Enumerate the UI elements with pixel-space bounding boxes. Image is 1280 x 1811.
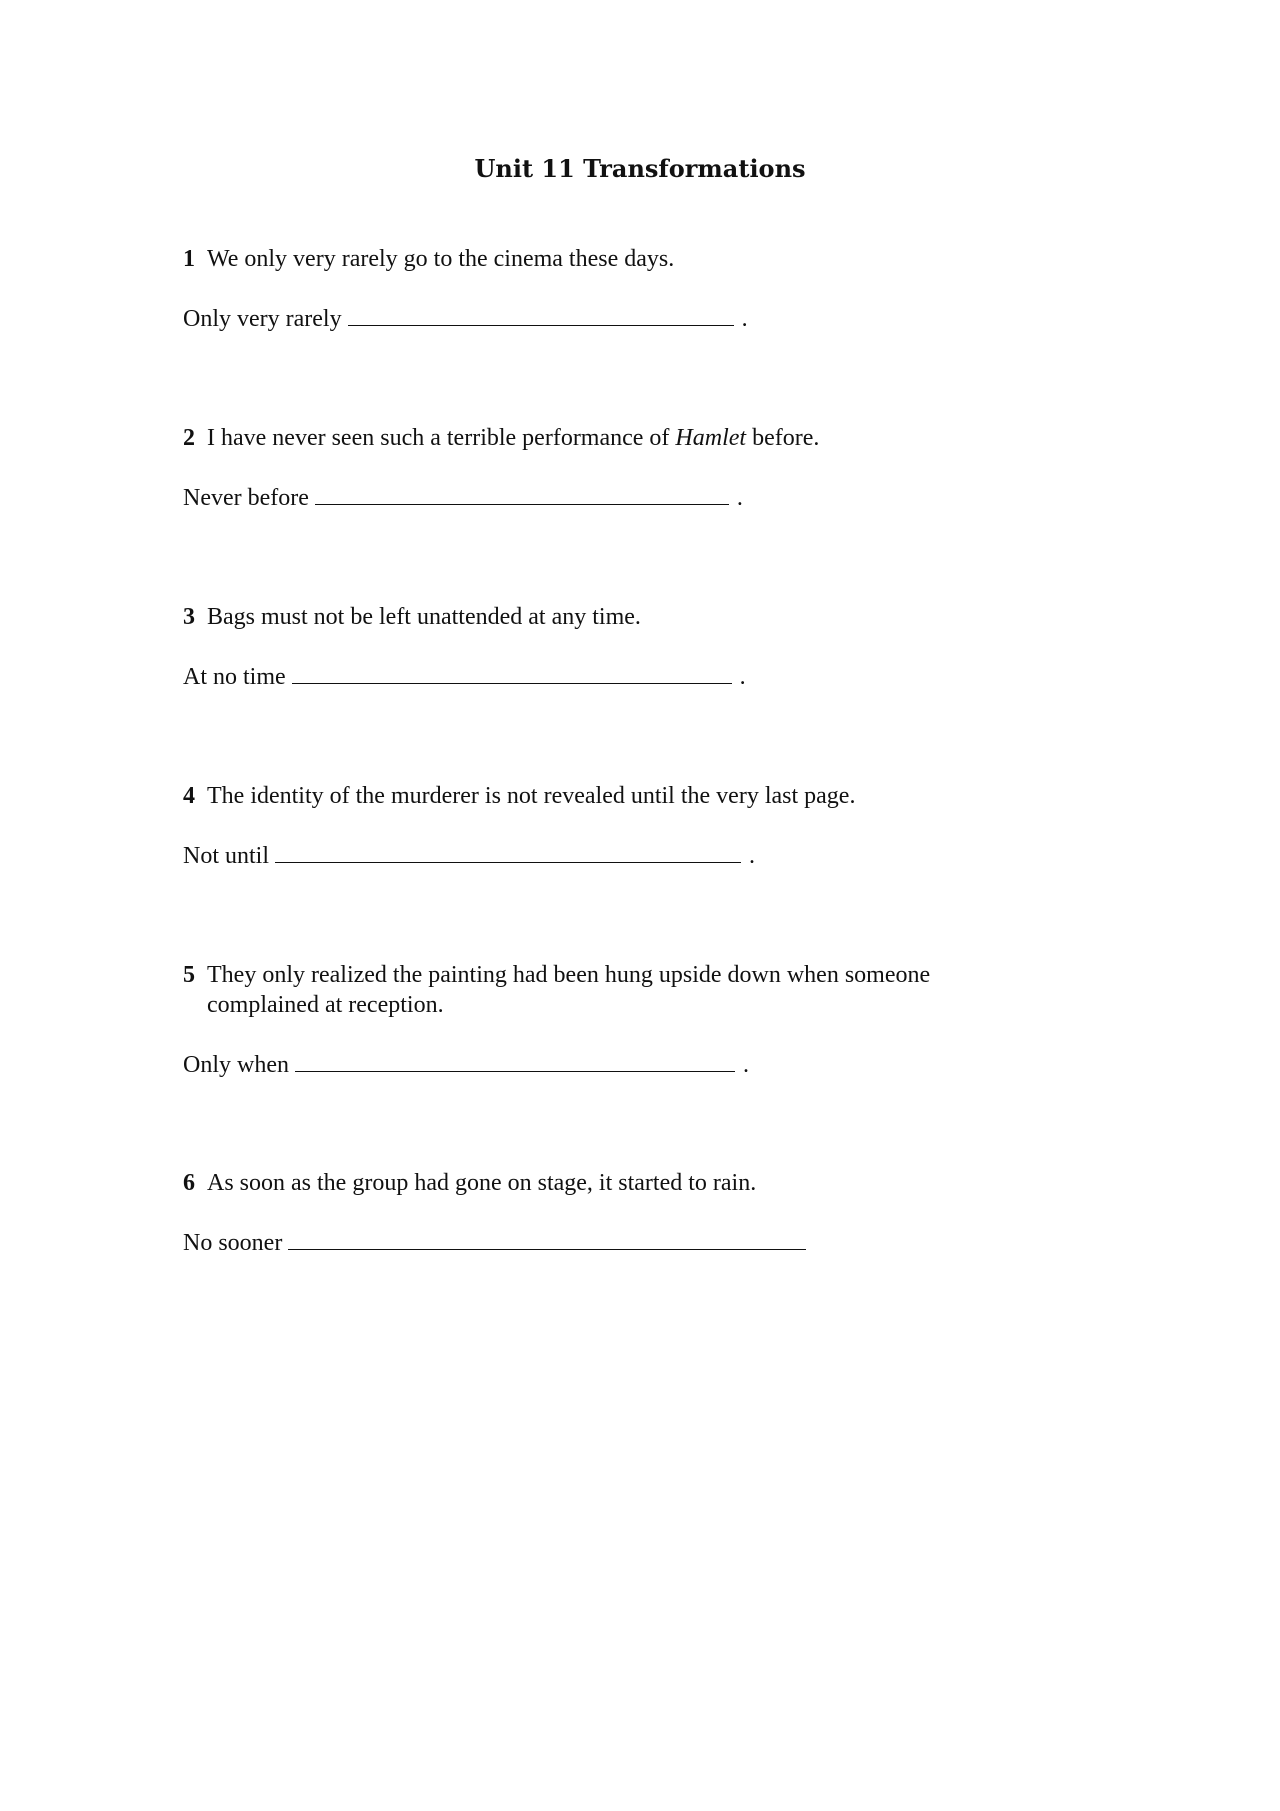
answer-stem: At no time <box>183 664 286 690</box>
answer-line <box>183 1049 1023 1080</box>
answer-stem: Only when <box>183 1052 289 1078</box>
source-sentence: The identity of the murderer is not revealed until the very last page. <box>207 783 856 809</box>
answer-blank[interactable] <box>295 1049 735 1072</box>
answer-stem: Never before <box>183 485 309 511</box>
answer-line <box>183 303 1063 334</box>
exercise-item-2 <box>183 423 1063 513</box>
sentence-part: I have never seen such a terrible performance of <box>207 425 676 451</box>
sentence-part: before. <box>746 425 820 451</box>
title-hamlet: Hamlet <box>675 425 747 451</box>
item-number: 2 <box>183 425 195 451</box>
prompt <box>183 960 1023 1020</box>
item-number: 3 <box>183 604 195 630</box>
source-sentence: Bags must not be left unattended at any time. <box>207 604 641 630</box>
answer-line <box>183 1227 1063 1258</box>
prompt <box>183 781 1063 811</box>
answer-blank[interactable] <box>292 661 732 684</box>
answer-ending: . <box>736 485 743 511</box>
exercise-item-5 <box>183 960 1023 1080</box>
answer-ending: . <box>742 1052 749 1078</box>
answer-ending: . <box>741 306 748 332</box>
prompt <box>183 423 1063 453</box>
prompt <box>183 244 1063 274</box>
source-sentence <box>207 423 1063 453</box>
item-number: 4 <box>183 783 195 809</box>
answer-line <box>183 840 1063 871</box>
exercise-item-6 <box>183 1168 1063 1258</box>
item-number: 5 <box>183 962 195 988</box>
exercise-item-4 <box>183 781 1063 871</box>
item-number: 6 <box>183 1170 195 1196</box>
source-sentence: As soon as the group had gone on stage, it started to rain. <box>207 1170 757 1196</box>
answer-stem: Only very rarely <box>183 306 342 332</box>
exercise-item-3 <box>183 602 1063 692</box>
answer-blank[interactable] <box>288 1227 806 1250</box>
answer-stem: Not until <box>183 843 270 869</box>
answer-ending: . <box>749 843 756 869</box>
exercise-item-1 <box>183 244 1063 334</box>
source-sentence: We only very rarely go to the cinema these days. <box>207 246 675 272</box>
source-sentence: They only realized the painting had been hung upside down when someone complained at reception. <box>207 962 931 1018</box>
answer-line <box>183 661 1063 692</box>
answer-line <box>183 482 1063 513</box>
answer-blank[interactable] <box>348 303 734 326</box>
prompt <box>183 602 1063 632</box>
answer-blank[interactable] <box>275 840 741 863</box>
answer-blank[interactable] <box>315 482 729 505</box>
prompt <box>183 1168 1063 1198</box>
item-number: 1 <box>183 246 195 272</box>
page-title: Unit 11 Transformations <box>474 154 806 183</box>
answer-stem: No sooner <box>183 1230 283 1256</box>
answer-ending: . <box>739 664 746 690</box>
